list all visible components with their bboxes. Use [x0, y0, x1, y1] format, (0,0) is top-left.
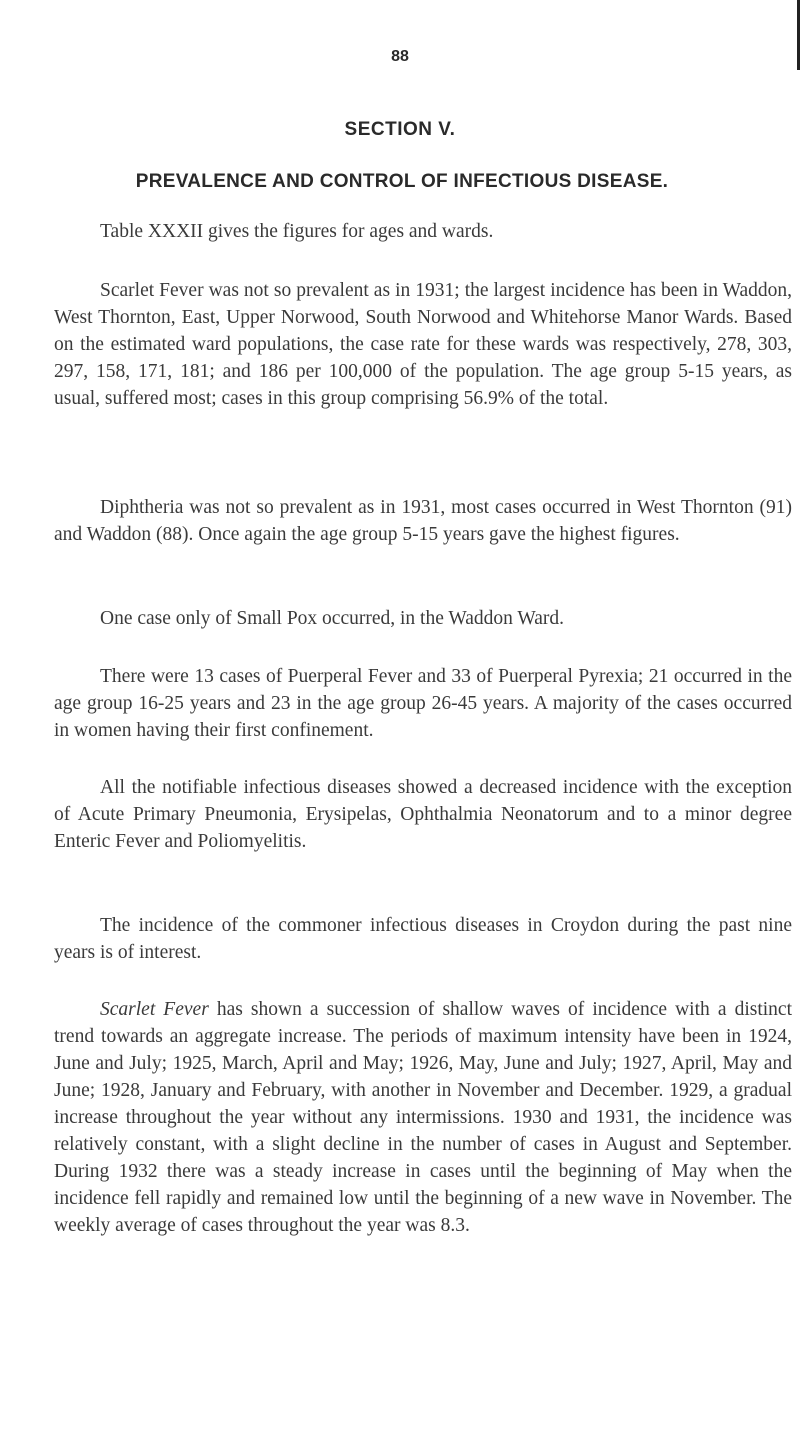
scarlet-fever-trend-text: has shown a succession of shallow waves of incidence with a distinct trend towards an aggregate increase. The periods of maximum intensity have been in 1924, June and July; 1925, March, April and May; 1926, May, June and July; 1927, April, May and June; 1928, January and February, with another in November and December. 1929, a gradual increase throughout the year without any intermissions. 1930 and 1931, the incidence was relatively constant, with a slight decline in the number of cases in August and September. During 1932 there was a steady increase in cases until the beginning of May when the incidence fell rapidly and remained low until the beginning of a new wave in November. The weekly average of cases throughout the year was 8.3.: [54, 999, 792, 1236]
scarlet-fever-lead: Scarlet Fever: [100, 999, 209, 1020]
page-number: 88: [391, 48, 409, 65]
paragraph-diphtheria: Diphtheria was not so prevalent as in 1931, most cases occurred in West Thornton (91) and Waddon (88). Once again the age group 5-15 years gave the highest figures.: [54, 497, 792, 545]
paragraph-table-reference: Table XXXII gives the figures for ages and wards.: [100, 221, 494, 242]
paragraph-small-pox: One case only of Small Pox occurred, in the Waddon Ward.: [100, 608, 565, 629]
paragraph-scarlet-fever-summary: Scarlet Fever was not so prevalent as in 1931; the largest incidence has been in Waddon, West Thornton, East, Upper Norwood, South Norwood and Whitehorse Manor Wards. Based on the estimated ward populations, the case rate for these wards was respectively, 278, 303, 297, 158, 171, 181; and 186 per 100,000 of the population. The age group 5-15 years, as usual, suffered most; cases in this group comprising 56.9% of the total.: [54, 280, 792, 409]
paragraph-puerperal-fever: There were 13 cases of Puerperal Fever and 33 of Puerperal Pyrexia; 21 occurred in the age group 16-25 years and 23 in the age group 26-45 years. A majority of the cases occurred in women having their first confinement.: [54, 666, 792, 741]
paragraph-notifiable-diseases: All the notifiable infectious diseases showed a decreased incidence with the exception of Acute Primary Pneumonia, Erysipelas, Ophthalmia Neonatorum and to a minor degree Enteric Fever and Poliomyelitis.: [54, 777, 792, 852]
section-heading: SECTION V.: [344, 119, 456, 140]
paragraph-nine-years-intro: The incidence of the commoner infectious diseases in Croydon during the past nine years is of interest.: [54, 915, 792, 963]
page-title: PREVALENCE AND CONTROL OF INFECTIOUS DISEASE.: [135, 171, 669, 192]
paragraph-scarlet-fever-trend: [54, 996, 792, 1239]
